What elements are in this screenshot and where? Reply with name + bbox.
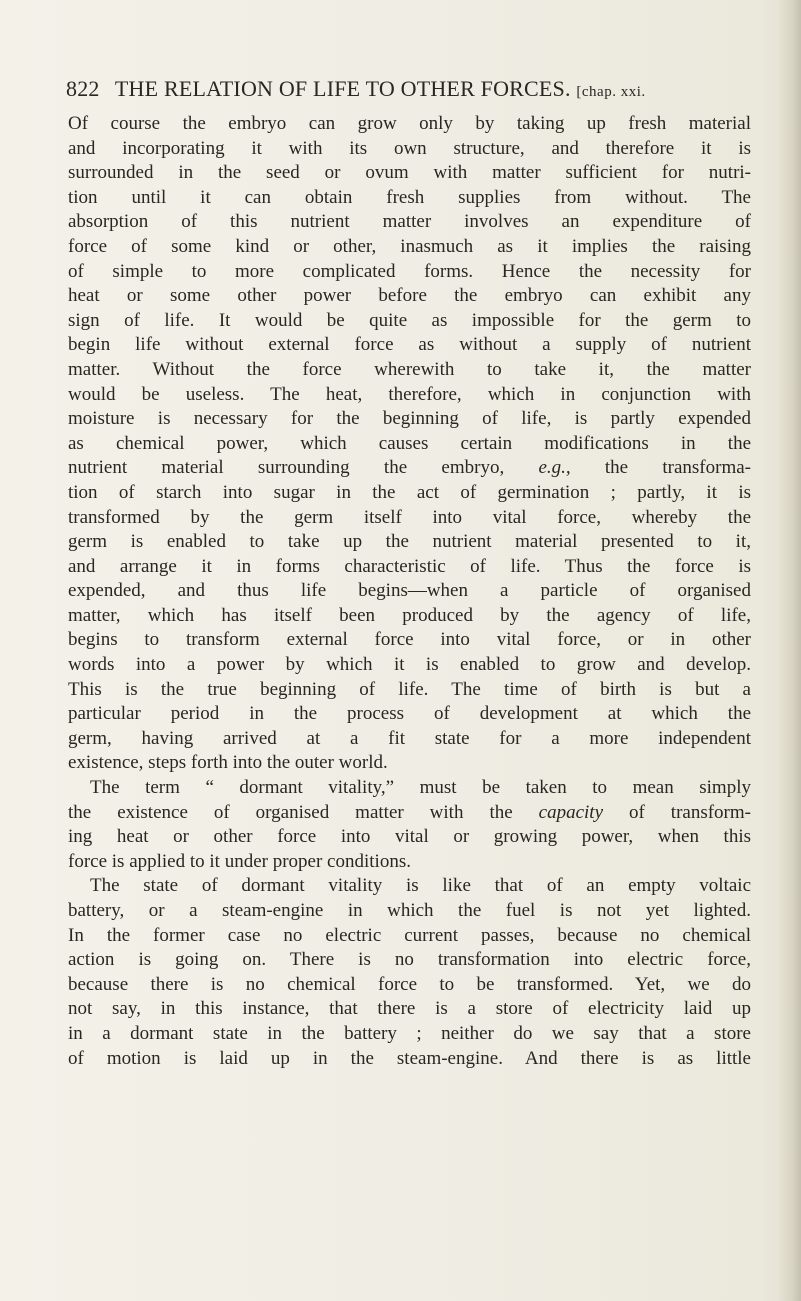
- text-line: ing heat or other force into vital or growing power, when this: [68, 826, 751, 848]
- page-edge-shadow: [777, 0, 801, 1301]
- text-line: In the former case no electric current passes, because no chemical: [68, 924, 751, 946]
- text-line: expended, and thus life begins—when a particle of organised: [68, 580, 751, 602]
- text-line: force is applied to it under proper conditions.: [68, 850, 411, 872]
- page-number: 822: [66, 76, 100, 101]
- text-line: tion until it can obtain fresh supplies from without. The: [68, 186, 751, 208]
- text-line: of motion is laid up in the steam-engine. And there is as little: [68, 1047, 751, 1069]
- text-line: force of some kind or other, inasmuch as it implies the raising: [68, 235, 751, 257]
- text-line: as chemical power, which causes certain modifications in the: [68, 432, 751, 454]
- text-line: This is the true beginning of life. The time of birth is but a: [68, 678, 751, 700]
- text-line: begins to transform external force into vital force, or in other: [68, 629, 751, 651]
- text-line: surrounded in the seed or ovum with matter sufficient for nutri-: [68, 162, 751, 184]
- text-line: absorption of this nutrient matter involves an expenditure of: [68, 211, 751, 233]
- text-line: matter, which has itself been produced by the agency of life,: [68, 604, 751, 626]
- body-text: [68, 112, 751, 1071]
- text-line: would be useless. The heat, therefore, which in conjunction with: [68, 383, 751, 405]
- text-line: germ, having arrived at a fit state for a more independent: [68, 727, 751, 749]
- text-line: particular period in the process of development at which the: [68, 703, 751, 725]
- running-title: THE RELATION OF LIFE TO OTHER FORCES.: [114, 76, 571, 101]
- text-line: action is going on. There is no transformation into electric force,: [68, 949, 751, 971]
- text-line: begin life without external force as without a supply of nutrient: [68, 334, 751, 356]
- chapter-reference: [chap. xxi.: [576, 84, 646, 100]
- text-line: and incorporating it with its own structure, and therefore it is: [68, 137, 751, 159]
- text-line: heat or some other power before the embryo can exhibit any: [68, 285, 751, 307]
- text-line: not say, in this instance, that there is a store of electricity laid up: [68, 998, 751, 1020]
- running-head: [66, 76, 766, 105]
- text-line: existence, steps forth into the outer world.: [68, 752, 388, 774]
- text-line: battery, or a steam-engine in which the fuel is not yet lighted.: [68, 900, 751, 921]
- text-line: matter. Without the force wherewith to take it, the matter: [68, 358, 751, 380]
- text-line: transformed by the germ itself into vital force, whereby the: [68, 506, 751, 528]
- text-line: in a dormant state in the battery ; neither do we say that a store: [68, 1022, 751, 1044]
- italic-phrase: capacity: [538, 801, 603, 823]
- text-line: words into a power by which it is enabled to grow and develop.: [68, 654, 751, 676]
- text-line: sign of life. It would be quite as impossible for the germ to: [68, 309, 751, 331]
- text-line: tion of starch into sugar in the act of germination ; partly, it is: [68, 481, 751, 503]
- text-line: Of course the embryo can grow only by taking up fresh material: [68, 113, 751, 134]
- text-line: the existence of organised matter with the capacity of transform-: [68, 801, 751, 823]
- text-line: nutrient material surrounding the embryo, e.g., the transforma-: [68, 457, 751, 479]
- text-line: because there is no chemical force to be transformed. Yet, we do: [68, 973, 751, 995]
- text-line: The state of dormant vitality is like that of an empty voltaic: [90, 875, 751, 897]
- text-line: germ is enabled to take up the nutrient material presented to it,: [68, 531, 751, 553]
- italic-phrase: e.g.,: [538, 457, 571, 479]
- text-line: moisture is necessary for the beginning of life, is partly expended: [68, 408, 751, 430]
- text-line: and arrange it in forms characteristic of life. Thus the force is: [68, 555, 751, 577]
- text-line: of simple to more complicated forms. Hence the necessity for: [68, 260, 751, 282]
- text-line: The term “ dormant vitality,” must be taken to mean simply: [90, 777, 751, 799]
